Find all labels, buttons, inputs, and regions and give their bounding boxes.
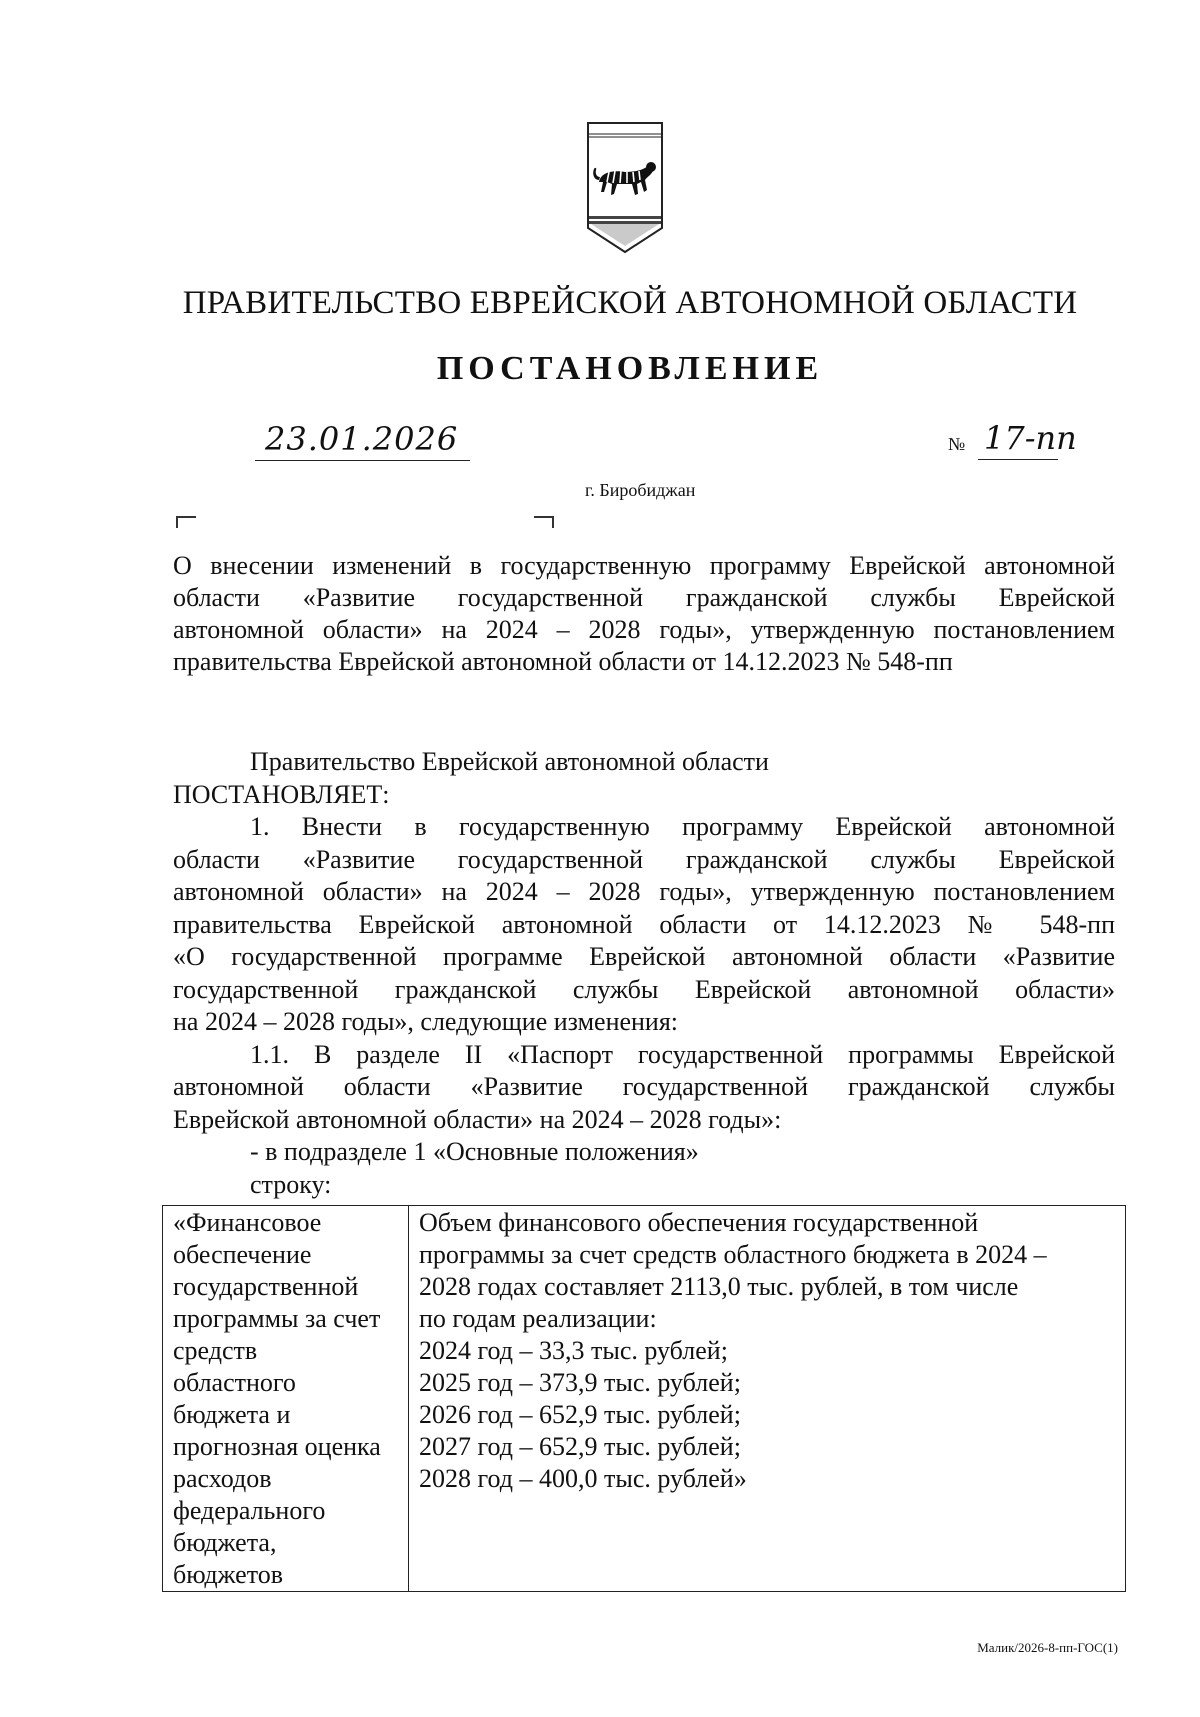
cell-line: 2025 год – 373,9 тыс. рублей; [419,1368,741,1397]
passport-table [162,1205,1126,1592]
subject-line: правительства Еврейской автономной области от 14.12.2023 № 548-пп [173,647,953,676]
cell-line: бюджетов [173,1560,284,1589]
tiger-emblem-icon [585,120,665,260]
number-sign: № [948,434,966,454]
cell-line: 2026 год – 652,9 тыс. рублей; [419,1400,741,1429]
cell-line: расходов [173,1464,272,1493]
cell-line: по годам реализации: [419,1304,657,1333]
cell-line: прогнозная оценка [173,1432,381,1461]
cell-line: Объем финансового обеспечения государственной [419,1208,979,1237]
body-line: - в подразделе 1 «Основные положения» [250,1137,699,1166]
body-line: автономной области «Развитие государственной гражданской службы [173,1072,1115,1101]
handwritten-date: 23.01.2026 [265,420,459,458]
title-bracket-left [176,516,196,528]
government-title: ПРАВИТЕЛЬСТВО ЕВРЕЙСКОЙ АВТОНОМНОЙ ОБЛАСТИ [182,285,1078,321]
cell-line: программы за счет [173,1304,381,1333]
city-label: г. Биробиджан [585,480,696,500]
table-row [163,1206,1126,1592]
title-bracket-right [534,516,554,528]
cell-line: 2027 год – 652,9 тыс. рублей; [419,1432,741,1461]
cell-line: областного [173,1368,296,1397]
body-line: области «Развитие государственной гражданской службы Еврейской [173,844,1115,874]
handwritten-number: 17-пп [984,419,1077,457]
body-line: 1. Внести в государственную программу Еврейской автономной [250,812,1115,841]
document-type-title: ПОСТАНОВЛЕНИЕ [436,350,824,387]
subject-line: О внесении изменений в государственную программу Еврейской автономной [173,551,1115,580]
table-cell-value [409,1206,1126,1592]
document-body [173,746,1115,1201]
document-number-field [948,419,1077,460]
cell-line: «Финансовое [173,1208,322,1237]
cell-line: 2024 год – 33,3 тыс. рублей; [419,1336,728,1365]
body-line: 1.1. В разделе II «Паспорт государственной программы Еврейской [250,1039,1115,1069]
body-line: Правительство Еврейской автономной области [250,747,769,776]
cell-line: средств [173,1336,258,1365]
cell-line: 2028 год – 400,0 тыс. рублей» [419,1464,747,1493]
date-field [255,422,470,461]
table-cell-label [163,1206,409,1592]
cell-line: обеспечение [173,1240,312,1269]
coat-of-arms-emblem [585,120,665,260]
cell-line: программы за счет средств областного бюджета в 2024 – [419,1240,1047,1269]
cell-line: бюджета, [173,1528,277,1557]
body-line: на 2024 – 2028 годы», следующие изменения: [173,1007,679,1036]
cell-line: 2028 годах составляет 2113,0 тыс. рублей, в том числе [419,1272,1019,1301]
subject-line: автономной области» на 2024 – 2028 годы», утвержденную постановлением [173,615,1115,644]
body-line: ПОСТАНОВЛЯЕТ: [173,779,390,809]
body-line: строку: [250,1169,332,1199]
body-line: Еврейской автономной области» на 2024 – 2028 годы»: [173,1104,782,1134]
body-line: правительства Еврейской автономной области от 14.12.2023 № 548-пп [173,909,1115,939]
body-line: государственной гражданской службы Еврейской автономной области» [173,974,1115,1004]
body-line: «О государственной программе Еврейской автономной области «Развитие [173,942,1115,971]
document-subject [173,550,1115,678]
subject-line: области «Развитие государственной гражданской службы Еврейской [173,583,1115,612]
cell-line: бюджета и [173,1400,291,1429]
cell-line: государственной [173,1272,359,1301]
cell-line: федерального [173,1496,326,1525]
body-line: автономной области» на 2024 – 2028 годы», утвержденную постановлением [173,877,1115,906]
number-underline [978,419,1077,460]
footer-document-code: Малик/2026-8-пп-ГОС(1) [977,1640,1118,1655]
